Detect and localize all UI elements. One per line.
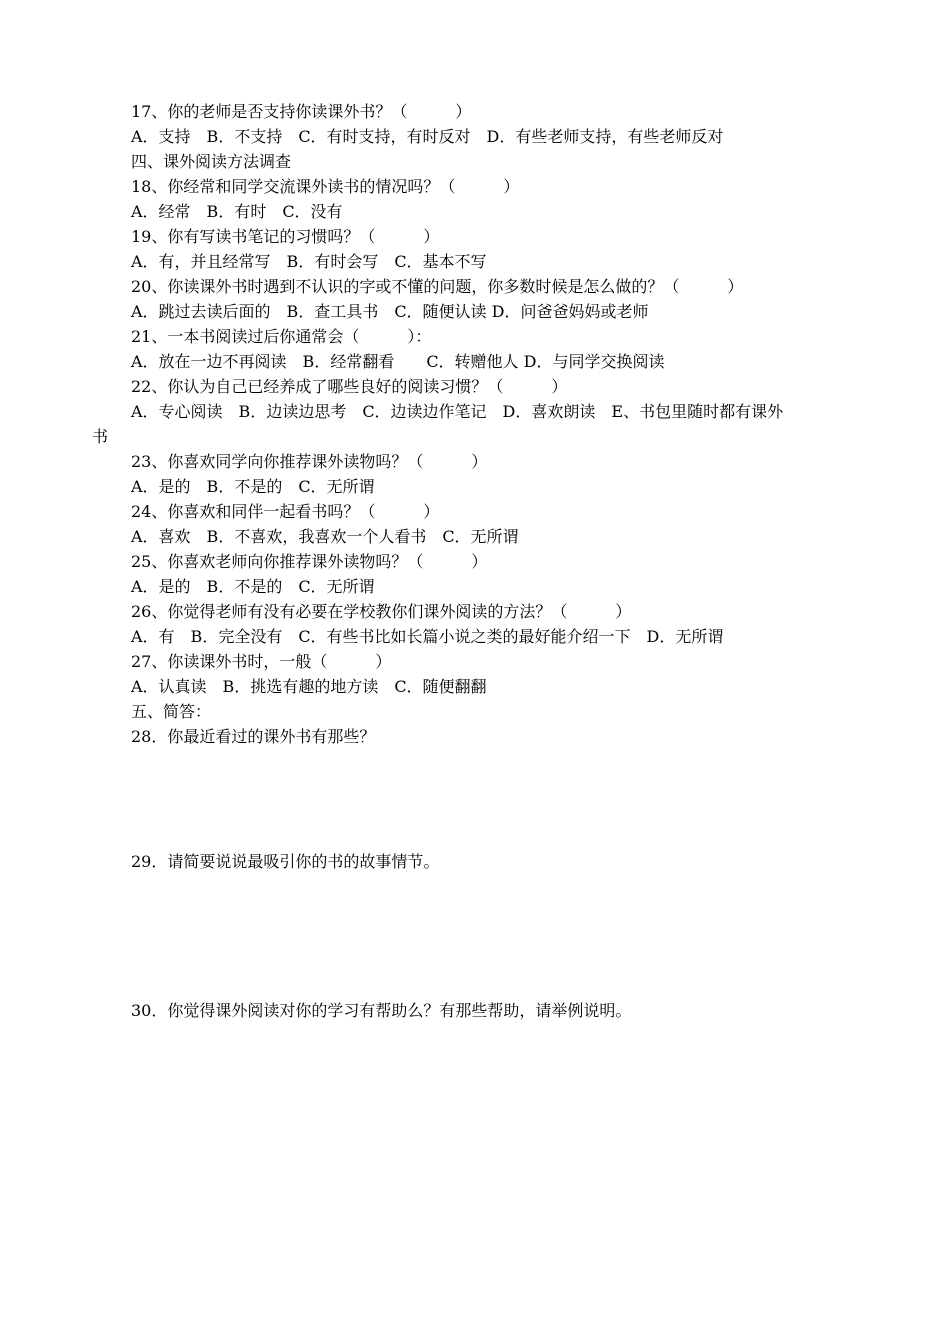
q26-options: A．有 B．完全没有 C．有些书比如长篇小说之类的最好能介绍一下 D．无所谓: [131, 627, 724, 646]
q22-options-line1: A．专心阅读 B．边读边思考 C．边读边作笔记 D．喜欢朗读 E、书包里随时都有课外: [131, 402, 784, 421]
q21-options: A．放在一边不再阅读 B．经常翻看 C．转赠他人 D．与同学交换阅读: [131, 352, 665, 371]
q27-options: A．认真读 B．挑选有趣的地方读 C．随便翻翻: [131, 677, 487, 696]
q26-question: 26、你觉得老师有没有必要在学校教你们课外阅读的方法？（ ）: [131, 602, 632, 621]
q18-options: A．经常 B．有时 C．没有: [131, 202, 343, 221]
q23-options: A．是的 B．不是的 C．无所谓: [131, 477, 375, 496]
q17-options: A．支持 B．不支持 C．有时支持，有时反对 D．有些老师支持，有些老师反对: [131, 127, 724, 146]
q19-options: A．有，并且经常写 B．有时会写 C．基本不写: [131, 252, 487, 271]
q25-question: 25、你喜欢老师向你推荐课外读物吗？（ ）: [131, 552, 488, 571]
q21-question: 21、一本书阅读过后你通常会（ ）：: [131, 327, 432, 346]
q25-options: A．是的 B．不是的 C．无所谓: [131, 577, 375, 596]
section-5-heading: 五、简答：: [131, 702, 212, 721]
q24-question: 24、你喜欢和同伴一起看书吗？（ ）: [131, 502, 440, 521]
q22-question: 22、你认为自己已经养成了哪些良好的阅读习惯？（ ）: [131, 377, 568, 396]
q27-question: 27、你读课外书时，一般（ ）: [131, 652, 392, 671]
q17-question: 17、你的老师是否支持你读课外书？（ ）: [131, 102, 472, 121]
q29-question: 29．请简要说说最吸引你的书的故事情节。: [131, 852, 440, 871]
q24-options: A．喜欢 B．不喜欢，我喜欢一个人看书 C．无所谓: [131, 527, 519, 546]
q20-options: A．跳过去读后面的 B．查工具书 C．随便认读 D．问爸爸妈妈或老师: [131, 302, 649, 321]
q22-options-line2: 书: [92, 427, 109, 446]
q19-question: 19、你有写读书笔记的习惯吗？（ ）: [131, 227, 440, 246]
q28-question: 28．你最近看过的课外书有那些？: [131, 727, 376, 746]
section-4-heading: 四、课外阅读方法调查: [131, 152, 292, 171]
q18-question: 18、你经常和同学交流课外读书的情况吗？（ ）: [131, 177, 520, 196]
q30-question: 30．你觉得课外阅读对你的学习有帮助么？有那些帮助，请举例说明。: [131, 1001, 632, 1020]
q23-question: 23、你喜欢同学向你推荐课外读物吗？（ ）: [131, 452, 488, 471]
q20-question: 20、你读课外书时遇到不认识的字或不懂的问题，你多数时候是怎么做的？（ ）: [131, 277, 744, 296]
